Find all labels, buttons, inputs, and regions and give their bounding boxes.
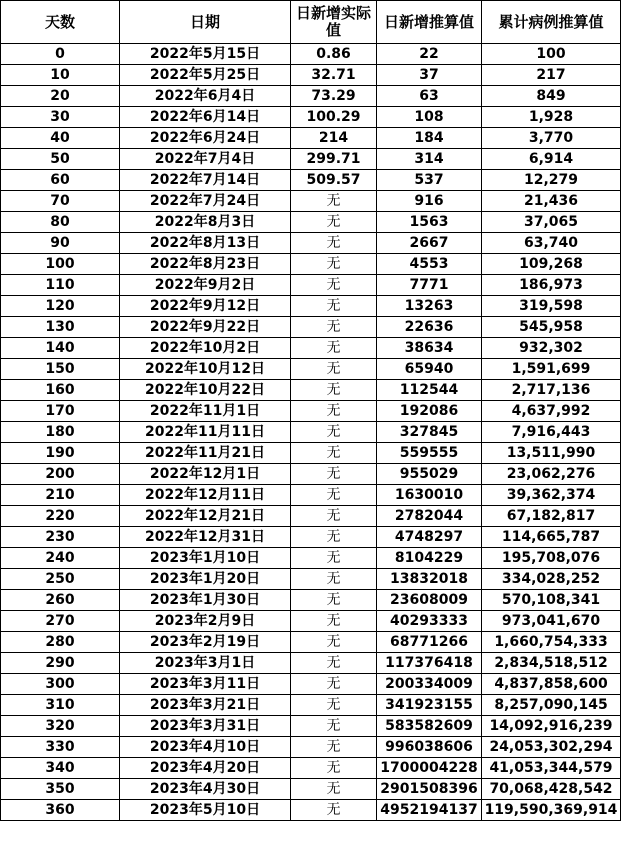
cell-daily-actual: 无 [291, 359, 377, 380]
table-row [1, 65, 621, 86]
cell-cumulative-estimate: 21,436 [482, 191, 621, 212]
header-day: 天数 [1, 1, 120, 44]
table-row [1, 149, 621, 170]
table-row [1, 737, 621, 758]
cell-date: 2023年4月30日 [120, 779, 291, 800]
cell-day: 220 [1, 506, 120, 527]
cell-daily-actual: 无 [291, 611, 377, 632]
cell-day: 180 [1, 422, 120, 443]
cell-daily-actual: 无 [291, 758, 377, 779]
cell-date: 2023年3月31日 [120, 716, 291, 737]
cell-day: 30 [1, 107, 120, 128]
cell-daily-estimate: 537 [377, 170, 482, 191]
cell-cumulative-estimate: 186,973 [482, 275, 621, 296]
cell-cumulative-estimate: 195,708,076 [482, 548, 621, 569]
cell-daily-estimate: 184 [377, 128, 482, 149]
cell-cumulative-estimate: 63,740 [482, 233, 621, 254]
table-row [1, 254, 621, 275]
table-row [1, 758, 621, 779]
table-row [1, 716, 621, 737]
cell-cumulative-estimate: 4,837,858,600 [482, 674, 621, 695]
cell-date: 2022年8月13日 [120, 233, 291, 254]
cell-cumulative-estimate: 14,092,916,239 [482, 716, 621, 737]
cell-daily-actual: 73.29 [291, 86, 377, 107]
cell-date: 2022年6月24日 [120, 128, 291, 149]
cell-date: 2022年10月2日 [120, 338, 291, 359]
cell-date: 2023年2月9日 [120, 611, 291, 632]
cell-daily-estimate: 38634 [377, 338, 482, 359]
cell-daily-actual: 32.71 [291, 65, 377, 86]
table-row [1, 464, 621, 485]
table-row [1, 779, 621, 800]
cell-day: 0 [1, 44, 120, 65]
cell-daily-estimate: 65940 [377, 359, 482, 380]
cell-date: 2023年4月10日 [120, 737, 291, 758]
table-row [1, 170, 621, 191]
cell-cumulative-estimate: 109,268 [482, 254, 621, 275]
table-row [1, 212, 621, 233]
cell-daily-estimate: 996038606 [377, 737, 482, 758]
cell-daily-estimate: 200334009 [377, 674, 482, 695]
cell-date: 2022年7月14日 [120, 170, 291, 191]
cell-date: 2023年1月30日 [120, 590, 291, 611]
table-row [1, 590, 621, 611]
cell-cumulative-estimate: 217 [482, 65, 621, 86]
table-row [1, 317, 621, 338]
cell-daily-estimate: 13832018 [377, 569, 482, 590]
cell-date: 2022年7月4日 [120, 149, 291, 170]
cell-date: 2022年5月25日 [120, 65, 291, 86]
cell-daily-actual: 无 [291, 485, 377, 506]
cell-date: 2022年11月21日 [120, 443, 291, 464]
cell-daily-actual: 无 [291, 527, 377, 548]
table-row [1, 569, 621, 590]
cell-cumulative-estimate: 570,108,341 [482, 590, 621, 611]
cell-daily-estimate: 22636 [377, 317, 482, 338]
cell-date: 2022年11月1日 [120, 401, 291, 422]
cell-daily-actual: 无 [291, 296, 377, 317]
cell-cumulative-estimate: 1,660,754,333 [482, 632, 621, 653]
cell-day: 250 [1, 569, 120, 590]
cell-cumulative-estimate: 545,958 [482, 317, 621, 338]
cell-day: 50 [1, 149, 120, 170]
cell-date: 2022年10月12日 [120, 359, 291, 380]
table-row [1, 296, 621, 317]
table-row [1, 86, 621, 107]
cell-cumulative-estimate: 39,362,374 [482, 485, 621, 506]
cell-cumulative-estimate: 119,590,369,914 [482, 800, 621, 821]
cell-day: 160 [1, 380, 120, 401]
cell-daily-estimate: 63 [377, 86, 482, 107]
cell-date: 2022年6月4日 [120, 86, 291, 107]
cell-date: 2023年3月21日 [120, 695, 291, 716]
cell-daily-estimate: 112544 [377, 380, 482, 401]
table-row [1, 443, 621, 464]
cell-date: 2022年11月11日 [120, 422, 291, 443]
table-row [1, 191, 621, 212]
cell-cumulative-estimate: 7,916,443 [482, 422, 621, 443]
cell-daily-estimate: 8104229 [377, 548, 482, 569]
cell-day: 80 [1, 212, 120, 233]
cell-daily-actual: 无 [291, 401, 377, 422]
cell-daily-actual: 214 [291, 128, 377, 149]
cell-date: 2022年12月11日 [120, 485, 291, 506]
cell-cumulative-estimate: 932,302 [482, 338, 621, 359]
cell-daily-estimate: 1700004228 [377, 758, 482, 779]
cell-cumulative-estimate: 67,182,817 [482, 506, 621, 527]
cell-cumulative-estimate: 2,834,518,512 [482, 653, 621, 674]
table-row [1, 233, 621, 254]
cell-daily-actual: 509.57 [291, 170, 377, 191]
cell-day: 100 [1, 254, 120, 275]
table-row [1, 695, 621, 716]
cell-daily-actual: 无 [291, 674, 377, 695]
table-row [1, 653, 621, 674]
cell-day: 240 [1, 548, 120, 569]
cell-cumulative-estimate: 2,717,136 [482, 380, 621, 401]
cell-day: 300 [1, 674, 120, 695]
cell-daily-estimate: 4553 [377, 254, 482, 275]
cell-day: 310 [1, 695, 120, 716]
cell-day: 10 [1, 65, 120, 86]
cell-day: 90 [1, 233, 120, 254]
table-row [1, 800, 621, 821]
cell-daily-actual: 100.29 [291, 107, 377, 128]
cell-daily-actual: 无 [291, 737, 377, 758]
cell-day: 200 [1, 464, 120, 485]
cell-cumulative-estimate: 849 [482, 86, 621, 107]
cell-date: 2022年10月22日 [120, 380, 291, 401]
table-row [1, 338, 621, 359]
table-row [1, 275, 621, 296]
table-row [1, 611, 621, 632]
cell-cumulative-estimate: 24,053,302,294 [482, 737, 621, 758]
cell-daily-estimate: 68771266 [377, 632, 482, 653]
cell-daily-actual: 无 [291, 590, 377, 611]
table-row [1, 506, 621, 527]
cell-day: 260 [1, 590, 120, 611]
cell-daily-actual: 无 [291, 779, 377, 800]
cell-day: 60 [1, 170, 120, 191]
cell-daily-actual: 无 [291, 275, 377, 296]
cell-cumulative-estimate: 1,928 [482, 107, 621, 128]
table-row [1, 107, 621, 128]
cell-daily-estimate: 117376418 [377, 653, 482, 674]
table-row [1, 485, 621, 506]
cell-daily-actual: 无 [291, 632, 377, 653]
cell-daily-estimate: 13263 [377, 296, 482, 317]
cell-date: 2023年5月10日 [120, 800, 291, 821]
cell-daily-estimate: 1563 [377, 212, 482, 233]
cell-cumulative-estimate: 13,511,990 [482, 443, 621, 464]
cell-daily-actual: 无 [291, 800, 377, 821]
cell-date: 2023年2月19日 [120, 632, 291, 653]
cell-day: 110 [1, 275, 120, 296]
cell-daily-estimate: 2667 [377, 233, 482, 254]
cell-cumulative-estimate: 37,065 [482, 212, 621, 233]
cell-daily-estimate: 192086 [377, 401, 482, 422]
cell-daily-actual: 无 [291, 548, 377, 569]
cell-cumulative-estimate: 319,598 [482, 296, 621, 317]
cell-cumulative-estimate: 41,053,344,579 [482, 758, 621, 779]
cell-daily-actual: 无 [291, 254, 377, 275]
cell-day: 190 [1, 443, 120, 464]
cell-date: 2022年8月3日 [120, 212, 291, 233]
cell-daily-estimate: 4952194137 [377, 800, 482, 821]
cell-day: 360 [1, 800, 120, 821]
cell-cumulative-estimate: 8,257,090,145 [482, 695, 621, 716]
cell-date: 2023年3月11日 [120, 674, 291, 695]
cell-date: 2022年5月15日 [120, 44, 291, 65]
cell-date: 2022年6月14日 [120, 107, 291, 128]
table-row [1, 548, 621, 569]
cell-daily-estimate: 37 [377, 65, 482, 86]
header-daily-estimate: 日新增推算值 [377, 1, 482, 44]
cell-day: 340 [1, 758, 120, 779]
cell-day: 150 [1, 359, 120, 380]
cell-day: 270 [1, 611, 120, 632]
cell-date: 2022年12月31日 [120, 527, 291, 548]
cell-day: 290 [1, 653, 120, 674]
table-row [1, 380, 621, 401]
header-row [1, 1, 621, 44]
cell-daily-actual: 无 [291, 716, 377, 737]
cell-daily-estimate: 2901508396 [377, 779, 482, 800]
table-row [1, 527, 621, 548]
cell-day: 130 [1, 317, 120, 338]
cell-daily-actual: 无 [291, 233, 377, 254]
cell-daily-actual: 无 [291, 380, 377, 401]
cell-daily-estimate: 22 [377, 44, 482, 65]
cell-day: 210 [1, 485, 120, 506]
cell-daily-estimate: 2782044 [377, 506, 482, 527]
cell-daily-actual: 无 [291, 443, 377, 464]
cell-cumulative-estimate: 70,068,428,542 [482, 779, 621, 800]
table-row [1, 674, 621, 695]
cell-daily-estimate: 955029 [377, 464, 482, 485]
table-row [1, 128, 621, 149]
cell-day: 170 [1, 401, 120, 422]
cell-cumulative-estimate: 334,028,252 [482, 569, 621, 590]
cell-cumulative-estimate: 1,591,699 [482, 359, 621, 380]
cell-day: 120 [1, 296, 120, 317]
cell-daily-estimate: 341923155 [377, 695, 482, 716]
cell-cumulative-estimate: 4,637,992 [482, 401, 621, 422]
cell-cumulative-estimate: 6,914 [482, 149, 621, 170]
cell-daily-actual: 无 [291, 464, 377, 485]
table-row [1, 44, 621, 65]
cell-daily-estimate: 4748297 [377, 527, 482, 548]
cell-day: 20 [1, 86, 120, 107]
cell-day: 70 [1, 191, 120, 212]
cell-daily-actual: 无 [291, 653, 377, 674]
cell-cumulative-estimate: 23,062,276 [482, 464, 621, 485]
header-date: 日期 [120, 1, 291, 44]
cell-daily-estimate: 40293333 [377, 611, 482, 632]
cell-daily-estimate: 327845 [377, 422, 482, 443]
cell-daily-actual: 无 [291, 317, 377, 338]
cell-day: 280 [1, 632, 120, 653]
cell-date: 2022年7月24日 [120, 191, 291, 212]
cell-day: 350 [1, 779, 120, 800]
table-row [1, 401, 621, 422]
cell-date: 2023年1月20日 [120, 569, 291, 590]
cell-date: 2023年4月20日 [120, 758, 291, 779]
cell-daily-estimate: 108 [377, 107, 482, 128]
table-row [1, 632, 621, 653]
cell-daily-estimate: 916 [377, 191, 482, 212]
cell-daily-actual: 无 [291, 569, 377, 590]
cell-daily-estimate: 23608009 [377, 590, 482, 611]
cell-date: 2022年9月12日 [120, 296, 291, 317]
header-daily-actual: 日新增实际值 [291, 1, 377, 44]
cell-day: 320 [1, 716, 120, 737]
cell-date: 2022年9月22日 [120, 317, 291, 338]
cell-daily-actual: 无 [291, 338, 377, 359]
table-body [1, 44, 621, 821]
cell-daily-actual: 无 [291, 191, 377, 212]
table-row [1, 359, 621, 380]
cell-cumulative-estimate: 100 [482, 44, 621, 65]
cell-date: 2023年1月10日 [120, 548, 291, 569]
cell-daily-estimate: 314 [377, 149, 482, 170]
cell-day: 230 [1, 527, 120, 548]
table-row [1, 422, 621, 443]
cell-date: 2022年8月23日 [120, 254, 291, 275]
cell-day: 140 [1, 338, 120, 359]
cell-daily-actual: 299.71 [291, 149, 377, 170]
cell-cumulative-estimate: 114,665,787 [482, 527, 621, 548]
cell-cumulative-estimate: 12,279 [482, 170, 621, 191]
cell-date: 2022年12月21日 [120, 506, 291, 527]
cell-daily-actual: 无 [291, 212, 377, 233]
cell-cumulative-estimate: 3,770 [482, 128, 621, 149]
cell-day: 330 [1, 737, 120, 758]
cell-daily-actual: 0.86 [291, 44, 377, 65]
cell-daily-estimate: 559555 [377, 443, 482, 464]
cell-date: 2022年12月1日 [120, 464, 291, 485]
cell-daily-actual: 无 [291, 695, 377, 716]
cell-daily-actual: 无 [291, 506, 377, 527]
cell-daily-estimate: 7771 [377, 275, 482, 296]
cell-cumulative-estimate: 973,041,670 [482, 611, 621, 632]
table-header [1, 1, 621, 44]
header-cumulative-estimate: 累计病例推算值 [482, 1, 621, 44]
cell-daily-estimate: 1630010 [377, 485, 482, 506]
cell-date: 2022年9月2日 [120, 275, 291, 296]
cell-date: 2023年3月1日 [120, 653, 291, 674]
cell-daily-actual: 无 [291, 422, 377, 443]
cell-day: 40 [1, 128, 120, 149]
cell-daily-estimate: 583582609 [377, 716, 482, 737]
